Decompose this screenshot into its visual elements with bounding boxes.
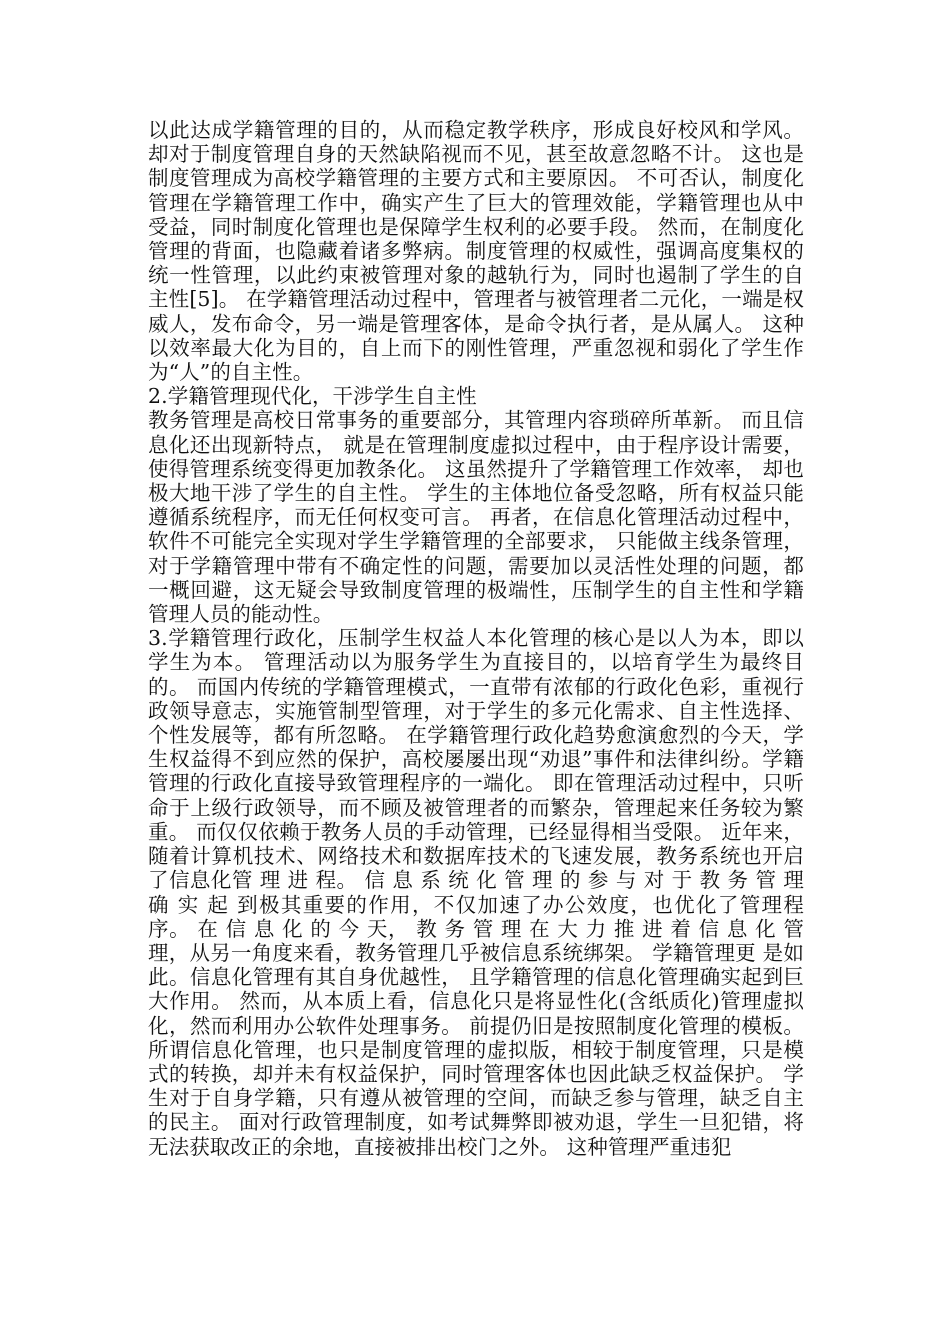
section-heading-2: 2.学籍管理现代化，干涉学生自主性 (148, 384, 477, 409)
body-text-column (148, 118, 804, 1159)
paragraph-modernization: 教务管理是高校日常事务的重要部分，其管理内容琐碎所革新。 而且信息化还出现新特点， 就是在管理制度虚拟过程中，由于程序设计需要，使得管理系统变得更加教条化。 这虽然提升了学籍管理工作效率， 却也极大地干涉了学生的自主性。 学生的主体地位备受忽略，所有权益只能遵循系统程序，而无任何权变可言。 再者，在信息化管理活动过程中，软件不可能完全实现对学生学籍管理的全部要求， 只能做主线条管理，对于学籍管理中带有不确定性的问题，需要加以灵活性处理的问题，都一概回避，这无疑会导致制度管理的极端性，压制学生的自主性和学籍管理人员的能动性。 (148, 408, 804, 627)
paragraph-intro: 以此达成学籍管理的目的，从而稳定教学秩序，形成良好校风和学风。 却对于制度管理自身的天然缺陷视而不见，甚至故意忽略不计。 这也是制度管理成为高校学籍管理的主要方式和主要原因。 不可否认，制度化管理在学籍管理工作中，确实产生了巨大的管理效能，学籍管理也从中受益，同时制度化管理也是保障学生权利的必要手段。 然而，在制度化管理的背面，也隐藏着诸多弊病。制度管理的权威性，强调高度集权的统一性管理，以此约束被管理对象的越轨行为，同时也遏制了学生的自主性[5]。 在学籍管理活动过程中，管理者与被管理者二元化，一端是权威人，发布命令，另一端是管理客体，是命令执行者，是从属人。 这种以效率最大化为目的，自上而下的刚性管理，严重忽视和弱化了学生作为“人”的自主性。 (148, 118, 804, 385)
paragraph-administration: 3.学籍管理行政化，压制学生权益人本化管理的核心是以人为本，即以学生为本。 管理活动以为服务学生为直接目的，以培育学生为最终目的。 而国内传统的学籍管理模式，一直带有浓郁的行政化色彩，重视行政领导意志，实施管制型管理，对于学生的多元化需求、自主性选择、个性发展等，都有所忽略。 在学籍管理行政化趋势愈演愈烈的今天，学生权益得不到应然的保护，高校屡屡出现“劝退”事件和法律纠纷。学籍管理的行政化直接导致管理程序的一端化。 即在管理活动过程中，只听命于上级行政领导，而不顾及被管理者的而繁杂，管理起来任务较为繁重。 而仅仅依赖于教务人员的手动管理，已经显得相当受限。 近年来，随着计算机技术、网络技术和数据库技术的飞速发展，教务系统也开启了信息化管 理 进 程。 信 息 系 统 化 管 理 的 参 与 对 于 教 务 管 理 确 实 起 到极其重要的作用，不仅加速了办公效度，也优化了管理程序。 在 信 息 化 的 今 天， 教 务 管 理 在 大 力 推 进 着 信 息 化 管 理，从另一角度来看，教务管理几乎被信息系统绑架。 学籍管理更 是如 此。信息化管理有其自身优越性， 且学籍管理的信息化管理确实起到巨大作用。 然而，从本质上看，信息化只是将显性化(含纸质化)管理虚拟化，然而利用办公软件处理事务。 前提仍旧是按照制度化管理的模板。 所谓信息化管理，也只是制度管理的虚拟版，相较于制度管理，只是模式的转换，却并未有权益保护，同时管理客体也因此缺乏权益保护。 学生对于自身学籍，只有遵从被管理的空间，而缺乏参与管理，缺乏自主的民主。 面对行政管理制度，如考试舞弊即被劝退，学生一旦犯错，将无法获取改正的余地，直接被排出校门之外。 这种管理严重违犯 (148, 626, 804, 1159)
